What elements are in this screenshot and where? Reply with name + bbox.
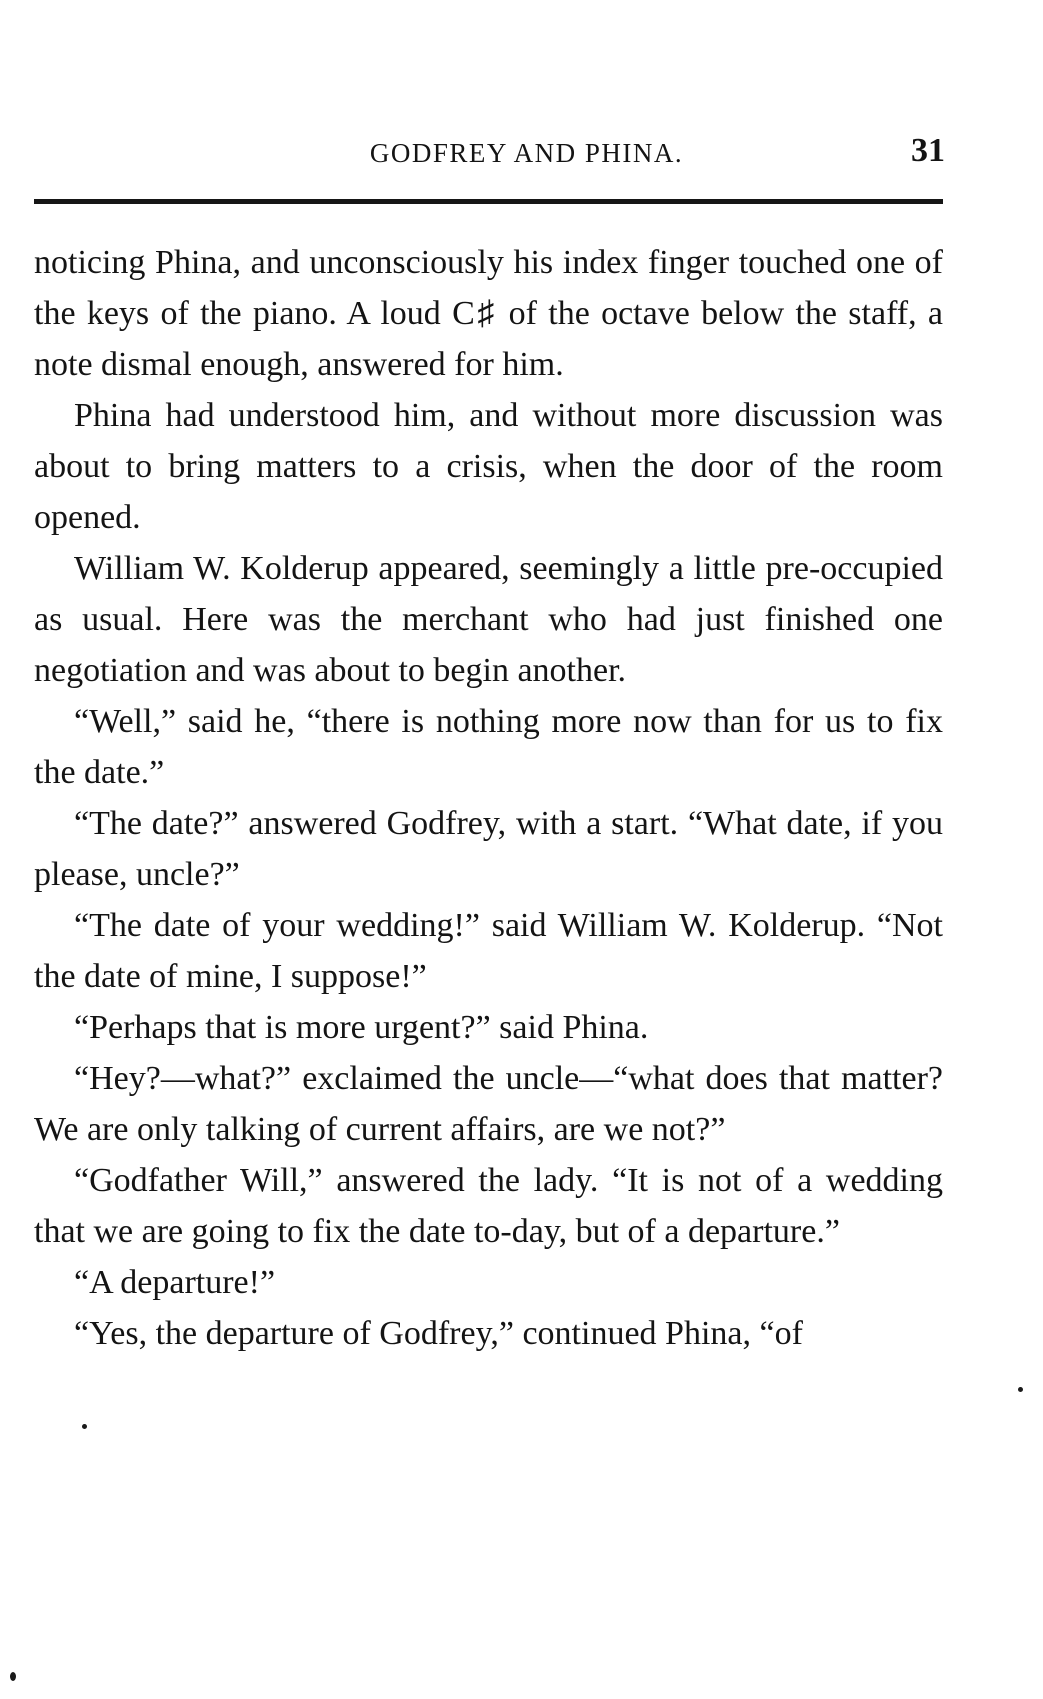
ink-speck (82, 1424, 87, 1429)
ink-speck (10, 1672, 16, 1681)
paragraph: “Godfather Will,” answered the lady. “It is not of a wedding that we are going to fix the date to-day, but of a departure.” (34, 1162, 943, 1250)
ink-speck (1018, 1387, 1023, 1392)
paragraph: “Yes, the departure of Godfrey,” continued Phina, “of (74, 1315, 803, 1352)
paragraph: Phina had understood him, and without more discussion was about to bring matters to a crisis, when the door of the room opened. (34, 397, 943, 536)
header-rule (34, 199, 943, 204)
paragraph: “Well,” said he, “there is nothing more now than for us to fix the date.” (34, 703, 943, 791)
paragraph: noticing Phina, and unconsciously his index finger touched one of the keys of the piano. A loud C♯ of the octave below the staff, a note dismal enough, answered for him. (34, 244, 943, 383)
running-head (0, 132, 1043, 172)
paragraph: “The date of your wedding!” said William W. Kolderup. “Not the date of mine, I suppose!” (34, 907, 943, 995)
page-number: 31 (911, 132, 945, 169)
paragraph: “A departure!” (74, 1264, 276, 1301)
body-text (34, 237, 943, 1359)
running-title: GODFREY AND PHINA. (369, 138, 684, 168)
paragraph: “Hey?—what?” exclaimed the uncle—“what does that matter? We are only talking of current affairs, are we not?” (34, 1060, 943, 1148)
paragraph: “The date?” answered Godfrey, with a start. “What date, if you please, uncle?” (34, 805, 943, 893)
paragraph: “Perhaps that is more urgent?” said Phina. (74, 1009, 649, 1046)
paragraph: William W. Kolderup appeared, seemingly a little pre-occupied as usual. Here was the merchant who had just finished one negotiation and was about to begin another. (34, 550, 943, 689)
